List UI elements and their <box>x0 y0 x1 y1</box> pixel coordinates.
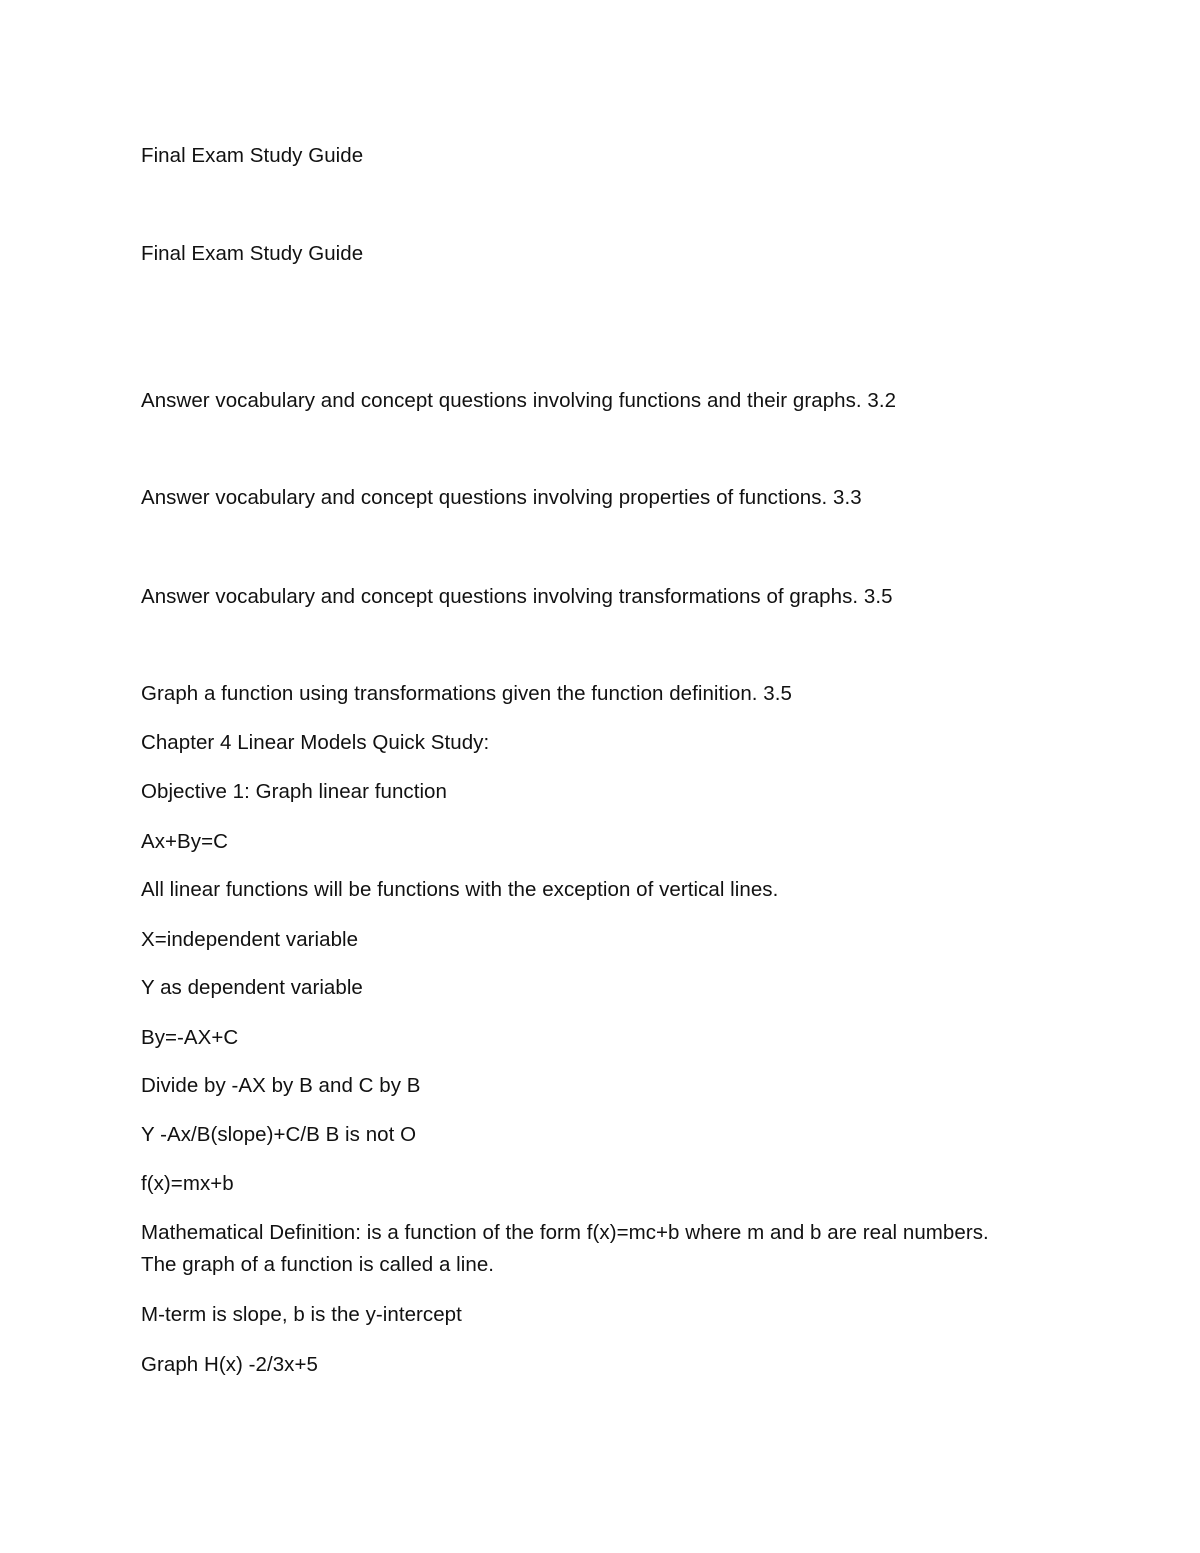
note-line: By=-AX+C <box>141 1026 239 1049</box>
objective-line: Answer vocabulary and concept questions involving transformations of graphs. 3.5 <box>141 585 893 608</box>
note-line: M-term is slope, b is the y-intercept <box>141 1303 462 1326</box>
note-line: Graph H(x) -2/3x+5 <box>141 1353 318 1376</box>
definition-paragraph: Mathematical Definition: is a function of the form f(x)=mc+b where m and b are real numbers. The graph of a function is called a line. <box>141 1221 989 1276</box>
document-title: Final Exam Study Guide <box>141 242 364 265</box>
note-line: X=independent variable <box>141 928 359 951</box>
chapter-heading: Chapter 4 Linear Models Quick Study: <box>141 731 490 754</box>
document-heading: Final Exam Study Guide <box>141 144 364 167</box>
note-line: Divide by -AX by B and C by B <box>141 1074 421 1097</box>
note-line: All linear functions will be functions with the exception of vertical lines. <box>141 878 779 901</box>
objective-line: Answer vocabulary and concept questions involving functions and their graphs. 3.2 <box>141 389 897 412</box>
objective-line: Answer vocabulary and concept questions involving properties of functions. 3.3 <box>141 486 862 509</box>
objective-line: Graph a function using transformations given the function definition. 3.5 <box>141 682 792 705</box>
note-line: Y -Ax/B(slope)+C/B B is not O <box>141 1123 417 1146</box>
note-line: f(x)=mx+b <box>141 1172 234 1195</box>
note-line: Y as dependent variable <box>141 976 363 999</box>
note-line: Ax+By=C <box>141 830 228 853</box>
note-line: Objective 1: Graph linear function <box>141 780 447 803</box>
